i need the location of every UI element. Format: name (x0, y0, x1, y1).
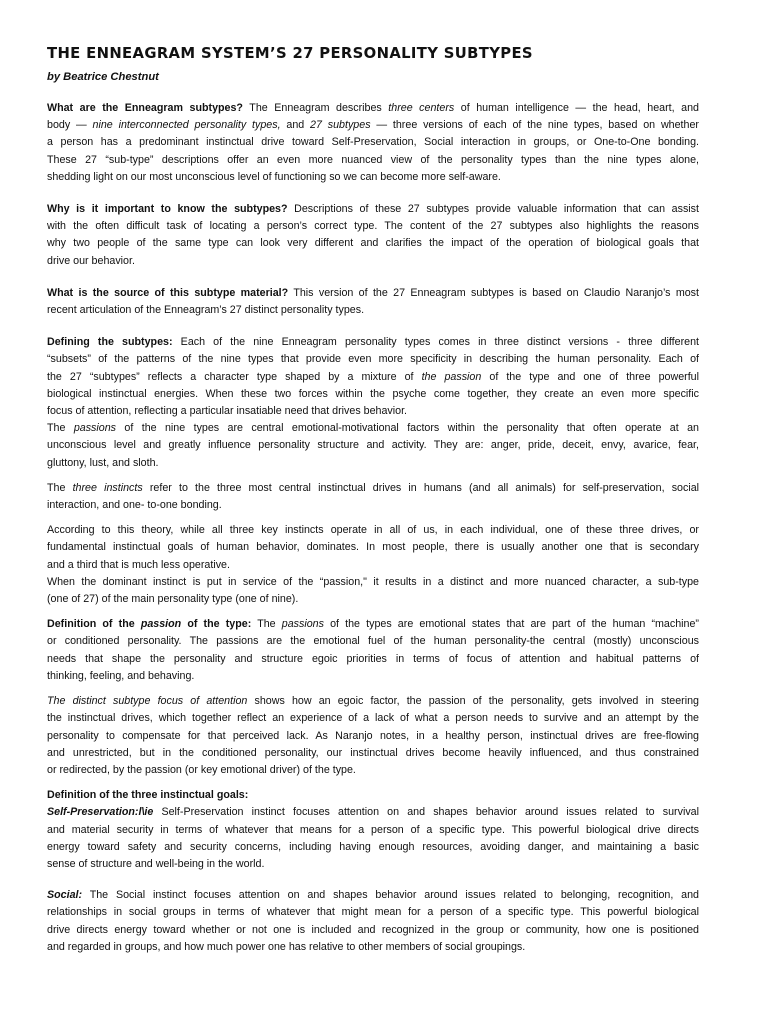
section-heading: Definition of the three instinctual goals: (47, 789, 249, 802)
paragraph-what-are-subtypes: What are the Enneagram subtypes? The Enneagram describes three centers of human intelligence — the head, heart, and body — nine interconnected personality types, and 27 subtypes — three versions of each of the nine types, based on whether a person has a predominant instinctual drive toward Self-Preservation, Social interaction in groups, or One-to-One bonding. These 27 “sub-type” descriptions offer an even more nuanced view of the personality types than the nine types alone, shedding light on our most unconscious level of functioning so we can become more self-aware. (47, 102, 699, 183)
subsection-heading: Self-Preservation:l\ie (47, 806, 154, 819)
paragraph-theory: According to this theory, while all three key instincts operate in all of us, in each individual, one of these three drives, or fundamental instinctual goals of human behavior, dominates. In most people, there is usually another one that is secondary and a third that is much less operative. (47, 524, 699, 571)
paragraph-self-preservation: Definition of the three instinctual goals: Self-Preservation:l\ie Self-Preservation instinct focuses attention on and shapes behavior around issues related to survival and material security in terms of whatever that means for a person of a specific type. This powerful biological drive directs energy toward safety and security concerns, including having enough resources, avoiding danger, and maintaining a basic sense of structure and well-being in the world. (47, 789, 699, 870)
section-heading: Defining the subtypes: (47, 336, 173, 349)
subsection-heading: Social: (47, 889, 83, 902)
paragraph-defining-subtypes: Defining the subtypes: Each of the nine Enneagram personality types comes in three distinct versions - three different “subsets” of the patterns of the nine types that provide even more specificity in describing the human personality. Each of the 27 “subtypes” reflects a character type shaped by a mixture of the passion of the type and one of three powerful biological instinctual energies. When these two forces within the psyche come together, they create an even more specific focus of attention, reflecting a particular insatiable need that drives behavior. The passions of the nine types are central emotional-motivational factors within the personality that often operate at an unconscious level and greatly influence personality structure and activity. They are: anger, pride, deceit, envy, avarice, fear, gluttony, lust, and sloth. (47, 336, 700, 469)
section-heading: Definition of the passion of the type: (47, 618, 252, 631)
document-page (47, 44, 699, 956)
paragraph-source: What is the source of this subtype material? This version of the 27 Enneagram subtypes is based on Claudio Naranjo’s most recent articulation of the Enneagram’s 27 distinct personality types. (47, 286, 699, 317)
paragraph-why-important: Why is it important to know the subtypes? Descriptions of these 27 subtypes provide valuable information that can assist with the often difficult task of locating a person’s correct type. The content of the 27 subtypes also highlights the reasons why two people of the same type can look very different and clarifies the impact of the operation of biological goals that drive our behavior. (47, 203, 699, 267)
paragraph-dominant-instinct: When the dominant instinct is put in service of the “passion," it results in a distinct and more nuanced character, a sub-type (one of 27) of the main personality type (one of nine). (47, 575, 699, 606)
author-byline: by Beatrice Chestnut (47, 71, 159, 83)
question-heading: What are the Enneagram subtypes? (47, 102, 243, 114)
paragraph-definition-passion: Definition of the passion of the type: The passions of the types are emotional states that are part of the human “machine” or conditioned personality. The passions are the emotional fuel of the human personality-the central (mostly) unconscious needs that shape the personality and structure egoic priorities in terms of focus of attention and habitual patterns of thinking, feeling, and behaving. (47, 618, 699, 682)
question-heading: Why is it important to know the subtypes? (47, 203, 288, 216)
question-heading: What is the source of this subtype material? (47, 286, 289, 299)
paragraph-social: Social: The Social instinct focuses attention on and shapes behavior around issues related to belonging, recognition, and relationships in social groups in terms of whatever that might mean for a person of a specific type. This powerful biological drive directs energy toward whether or not one is included and recognized in the group or community, how one is positioned and regarded in groups, and how much power one has relative to other members of social groupings. (47, 889, 699, 953)
document-title: THE ENNEAGRAM SYSTEM’S 27 PERSONALITY SUBTYPES (47, 45, 533, 62)
paragraph-focus-of-attention: The distinct subtype focus of attention shows how an egoic factor, the passion of the personality, gets involved in steering the instinctual drives, which together reflect an experience of a lack of what a person needs to survive and an attempt by the personality to compensate for that perceived lack. As Naranjo notes, in a healthy person, instinctual drives are free-flowing and unrestricted, but in the conditioned personality, our instinctual drives become heavily influenced, and thus constrained or redirected, by the passion (or key emotional driver) of the type. (47, 695, 700, 776)
paragraph-three-instincts: The three instincts refer to the three most central instinctual drives in humans (and all animals) for self-preservation, social interaction, and one- to-one bonding. (47, 481, 700, 512)
